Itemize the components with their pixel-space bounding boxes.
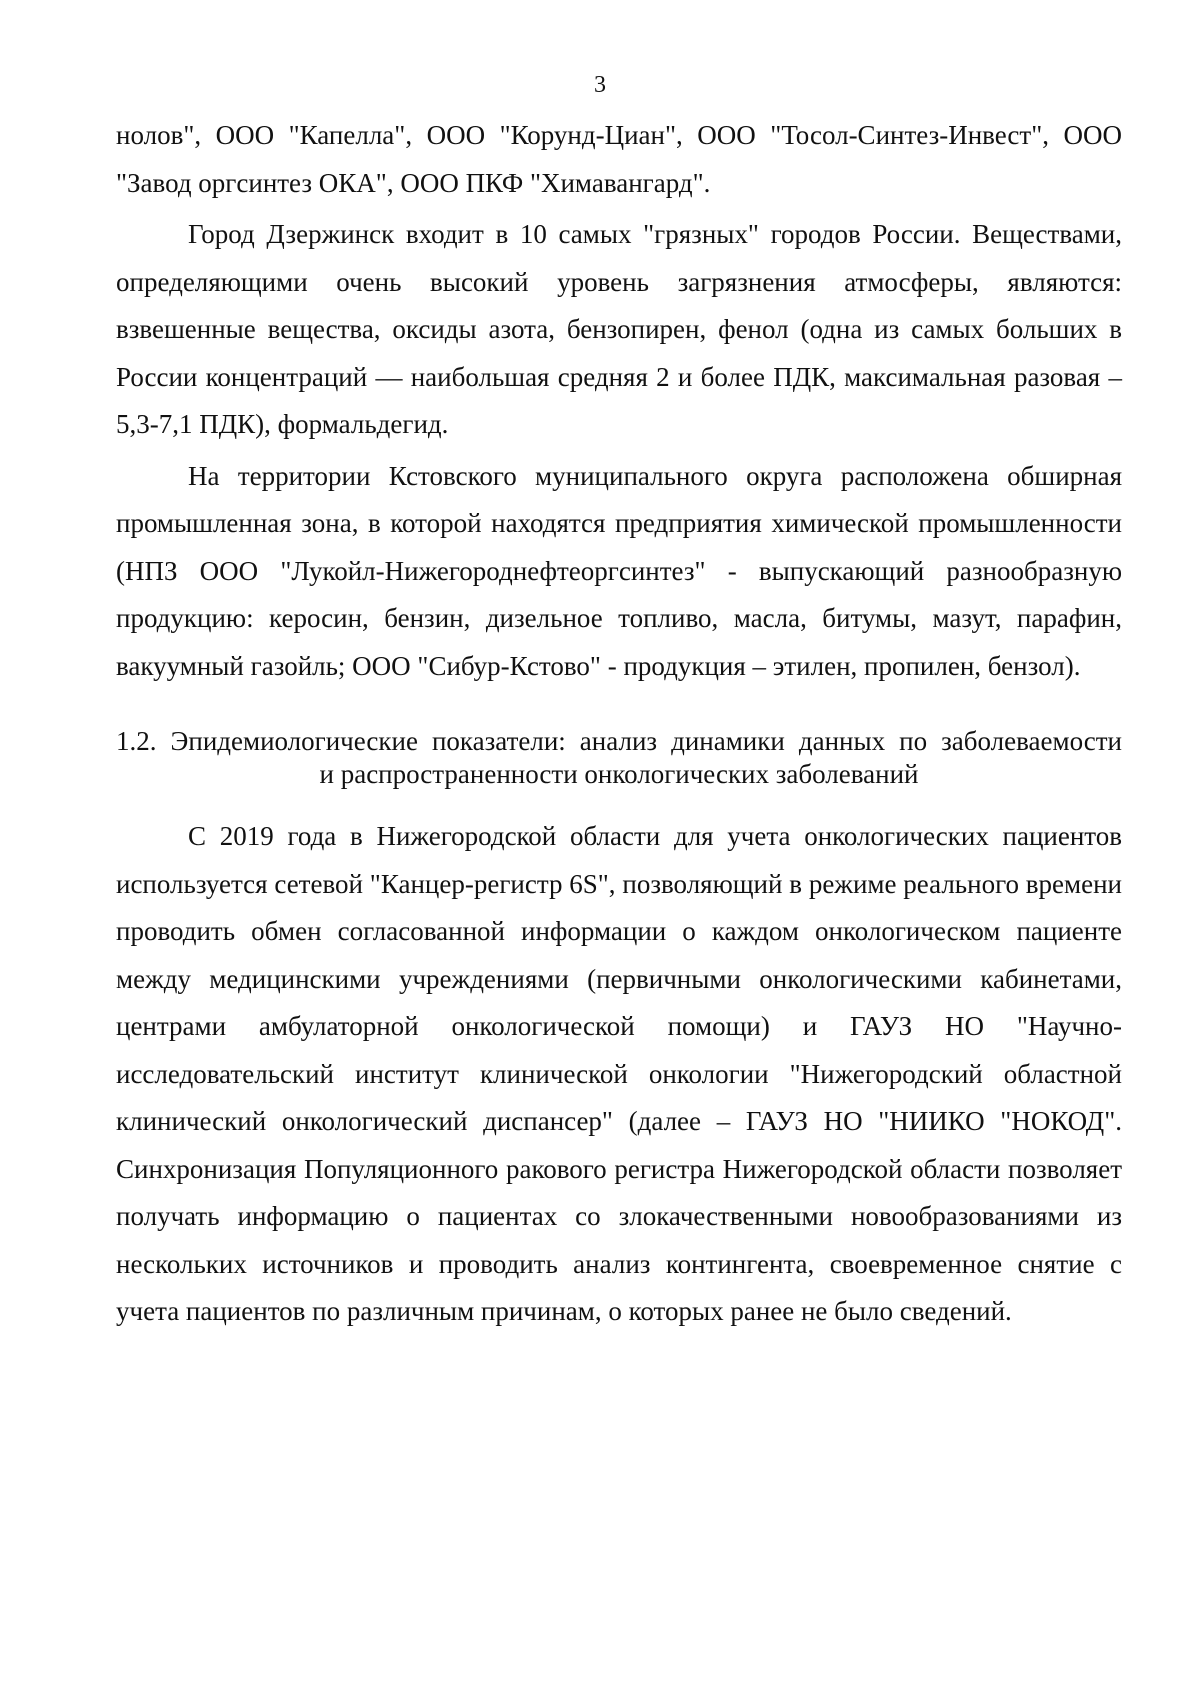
page-number: 3 [594,72,606,98]
page-body [116,112,1122,1336]
section-heading-line1: 1.2. Эпидемиологические показатели: анализ динамики данных по заболеваемости [116,726,1122,756]
section-heading-line2: и распространенности онкологических заболеваний [319,759,919,789]
paragraph-cancer-register: С 2019 года в Нижегородской области для учета онкологических пациентов используется сетевой "Канцер-регистр 6S", позволяющий в режиме реального времени проводить обмен согласованной информации о каждом онкологическом пациенте между медицинскими учреждениями (первичными онкологическими кабинетами, центрами амбулаторной онкологической помощи) и ГАУЗ НО "Научно-исследовательский институт клинической онкологии "Нижегородский областной клинический онкологический диспансер" (далее – ГАУЗ НО "НИИКО "НОКОД". Синхронизация Популяционного ракового регистра Нижегородской области позволяет получать информацию о пациентах со злокачественными новообразованиями из нескольких источников и проводить анализ контингента, своевременное снятие с учета пациентов по различным причинам, о которых ранее не было сведений. [116,821,1122,1326]
paragraph-continuation: нолов", ООО "Капелла", ООО "Корунд-Циан", ООО "Тосол-Синтез-Инвест", ООО "Завод оргсинтез ОКА", ООО ПКФ "Химавангард". [116,120,1122,198]
section-heading [116,725,1122,791]
paragraph-dzerzhinsk: Город Дзержинск входит в 10 самых "грязных" городов России. Веществами, определяющими очень высокий уровень загрязнения атмосферы, являются: взвешенные вещества, оксиды азота, бензопирен, фенол (одна из самых больших в России концентраций — наибольшая средняя 2 и более ПДК, максимальная разовая – 5,3-7,1 ПДК), формальдегид. [116,219,1122,439]
paragraph-kstovo: На территории Кстовского муниципального округа расположена обширная промышленная зона, в которой находятся предприятия химической промышленности (НПЗ ООО "Лукойл-Нижегороднефтеоргсинтез" - выпускающий разнообразную продукцию: керосин, бензин, дизельное топливо, масла, битумы, мазут, парафин, вакуумный газойль; ООО "Сибур-Кстово" - продукция – этилен, пропилен, бензол). [116,460,1122,681]
